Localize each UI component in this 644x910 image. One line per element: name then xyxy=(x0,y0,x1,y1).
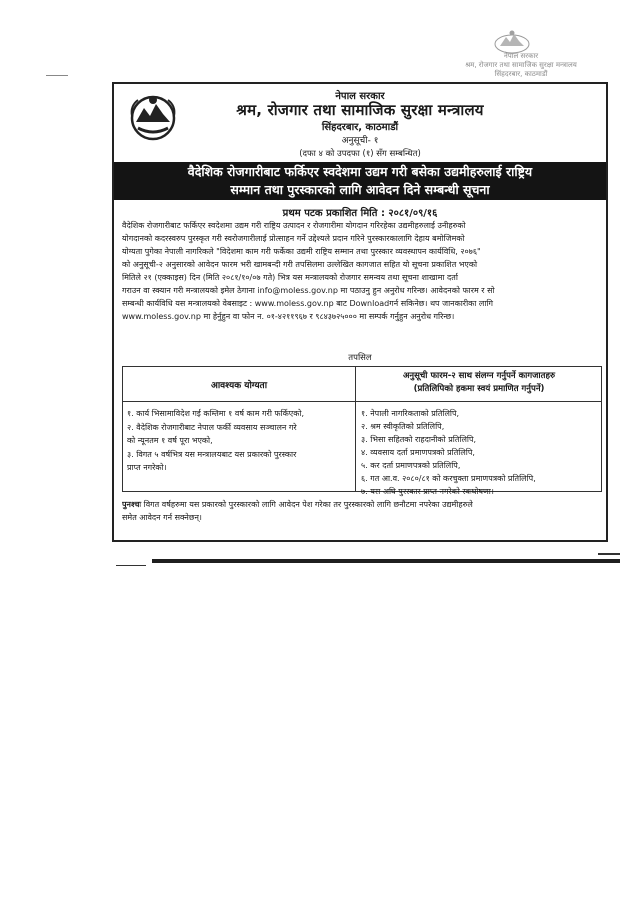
documents-header-line: अनुसूची फारम-२ साथ संलग्न गर्नुपर्ने कागजातहरु xyxy=(402,371,556,381)
qualification-item: को न्यूनतम १ वर्ष पूरा भएको, xyxy=(127,436,213,445)
document-item: १. नेपाली नागरिकताको प्रतिलिपि, xyxy=(361,409,460,418)
scan-mark xyxy=(598,553,620,555)
notice-title-line: सम्मान तथा पुरस्कारको लागि आवेदन दिने सम्बन्धी सूचना xyxy=(230,182,490,197)
scan-mark xyxy=(116,565,146,566)
stamp-emblem-icon xyxy=(492,28,532,54)
body-line: वैदेशिक रोजगारीबाट फर्किएर स्वदेशमा उद्यम गरी राष्ट्रिय उत्पादन र रोजगारीमा योगदान गरिरहेका उद्यमीहरुलाई उनीहरुको xyxy=(122,221,466,230)
public-notice xyxy=(112,82,608,542)
documents-header xyxy=(355,370,603,396)
qualifications-header: आवश्यक योग्यता xyxy=(210,381,268,391)
schedule-label: तपसिल xyxy=(348,353,372,363)
body-line: योग्यता पुगेका नेपाली नागरिकले "विदेशमा काम गरी फर्केका उद्यमी राष्ट्रिय सम्मान तथा पुरस्कार व्यवस्थापन कार्यविधि, २०७६" xyxy=(122,247,481,256)
rule-reference: (दफा ४ को उपदफा (१) सँग सम्बन्धित) xyxy=(299,149,421,159)
body-line: योगदानको कदरस्वरुप पुरस्कृत गरी स्वरोजगारीलाई प्रोत्साहन गर्ने उद्देश्यले प्रदान गरिने पुरस्कारकालागि देहाय बमोजिमको xyxy=(122,234,465,243)
postscript-line xyxy=(122,498,602,511)
stamp-line: श्रम, रोजगार तथा सामाजिक सुरक्षा मन्त्रालय xyxy=(465,61,577,69)
margin-dash xyxy=(46,75,68,76)
qualification-item: १. कार्य भिसामाविदेश गई कम्तिमा १ वर्ष काम गरी फर्किएको, xyxy=(127,409,304,418)
document-item: ३. भिसा सहितको राहदानीको प्रतिलिपि, xyxy=(361,435,477,444)
document-item: ५. कर दर्ता प्रमाणपत्रको प्रतिलिपि, xyxy=(361,461,461,470)
body-line: गराउन वा स्क्यान गरी मन्त्रालयको इमेल ठेगाना info@moless.gov.np मा पठाउनु हुन अनुरोध गरिन्छ। आवेदनको फारम र सो xyxy=(122,286,495,295)
document-item: ७. यस अघि पुरस्कार प्राप्त नगरेको स्वःघोषणा। xyxy=(361,487,494,496)
body-line: www.moless.gov.np मा हेर्नुहुन वा फोन न. ०१-४२११९६७ र ९८४३७२५००० मा सम्पर्क गर्नुहुन अनुरोध गरिन्छ। xyxy=(122,312,455,321)
notice-body xyxy=(122,219,602,323)
document-item: २. श्रम स्वीकृतिको प्रतिलिपि, xyxy=(361,422,445,431)
document-item: ६. गत आ.व. २०८०/८१ को करचुक्ता प्रमाणपत्रको प्रतिलिपि, xyxy=(361,474,536,483)
bottom-rule xyxy=(152,559,620,563)
table-header-divider xyxy=(123,401,601,402)
documents-header-line: (प्रतिलिपिको हकमा स्वयं प्रमाणित गर्नुपर्ने) xyxy=(413,384,545,394)
documents-list xyxy=(361,407,601,498)
qualifications-list xyxy=(127,407,353,475)
government-label: नेपाल सरकार xyxy=(335,91,385,102)
ministry-location: सिंहदरबार, काठमाडौं xyxy=(321,122,399,133)
body-line: मितिले २१ (एक्काइस) दिन (मिति २०८१/१०/०७ गते) भित्र यस मन्त्रालयको रोजगार समन्वय तथा सूचना शाखामा दर्ता xyxy=(122,273,458,282)
notice-title xyxy=(114,162,606,200)
ministry-stamp xyxy=(462,28,580,90)
requirements-table xyxy=(122,366,602,496)
stamp-line: सिंहदरबार, काठमाडौं xyxy=(494,70,548,78)
notice-title-line: वैदेशिक रोजगारीबाट फर्किएर स्वदेशमा उद्यम गरी बसेका उद्यमीहरुलाई राष्ट्रिय xyxy=(187,164,533,179)
postscript-text: विगत वर्षहरुमा यस प्रकारको पुरस्कारको लागि आवेदन पेश गरेका तर पुरस्कारको लागि छनौटमा नपरेका उद्यमीहरुले xyxy=(143,500,473,509)
ministry-name: श्रम, रोजगार तथा सामाजिक सुरक्षा मन्त्रालय xyxy=(236,101,484,119)
stamp-label: नेपाल सरकार xyxy=(503,52,539,60)
publication-date: प्रथम पटक प्रकाशित मिति : २०८१/०९/१६ xyxy=(282,208,438,219)
annex-label: अनुसूची- १ xyxy=(341,136,379,146)
postscript-line: समेत आवेदन गर्न सक्नेछन्। xyxy=(122,513,202,522)
postscript-label: पुनश्चः xyxy=(122,500,142,509)
qualification-item: ३. विगत ५ वर्षभित्र यस मन्त्रालयबाट यस प्रकारको पुरस्कार xyxy=(127,449,297,459)
qualification-item: २. वैदेशिक रोजगारीबाट नेपाल फर्की व्यवसाय सञ्चालन गरे xyxy=(127,422,297,432)
body-line: को अनुसूची-२ अनुसारको आवेदन फारम भरी खामबन्दी गरी तपसिलमा उल्लेखित कागजात सहित यो सूचना प्रकाशित भएको xyxy=(122,260,478,269)
qualification-item: प्राप्त नगरेको। xyxy=(127,463,167,472)
document-item: ४. व्यवसाय दर्ता प्रमाणपत्रको प्रतिलिपि, xyxy=(361,448,475,457)
postscript xyxy=(122,498,602,524)
body-line: सम्बन्धी कार्यविधि यस मन्त्रालयको वेबसाइट : www.moless.gov.np बाट Downloadगर्न सकिनेछ। थप जानकारीका लागि xyxy=(122,299,493,308)
